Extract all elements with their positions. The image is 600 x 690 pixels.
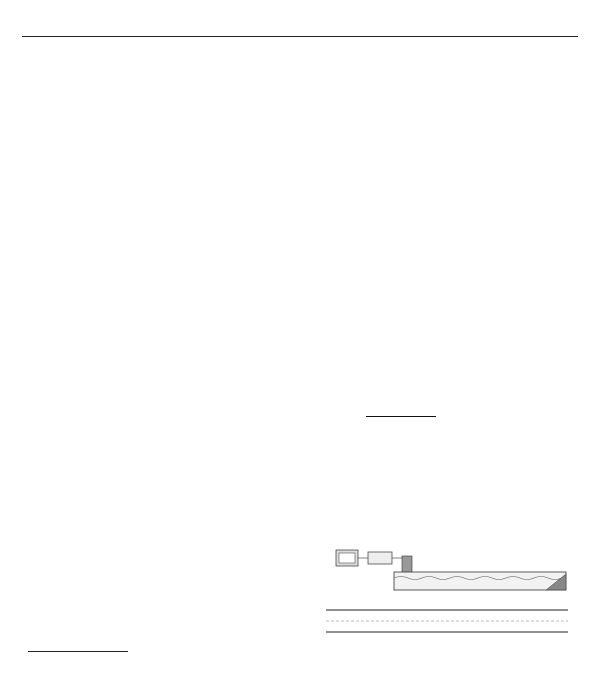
equation-denominator [366,417,436,419]
figure-1-schematic [306,548,572,656]
section-heading-system [58,490,68,504]
figure-caption-en [306,668,572,675]
running-header [22,8,578,38]
water-tank [394,572,566,590]
exciter-icon [402,556,412,574]
amplifier-icon [368,552,392,564]
footnote-rule [28,651,128,652]
section-heading-intro [58,214,68,228]
equation-fraction [366,414,436,419]
equation-1 [306,414,572,448]
screen-icon [339,553,355,563]
header-rule [22,36,578,37]
figure-1 [306,548,572,656]
